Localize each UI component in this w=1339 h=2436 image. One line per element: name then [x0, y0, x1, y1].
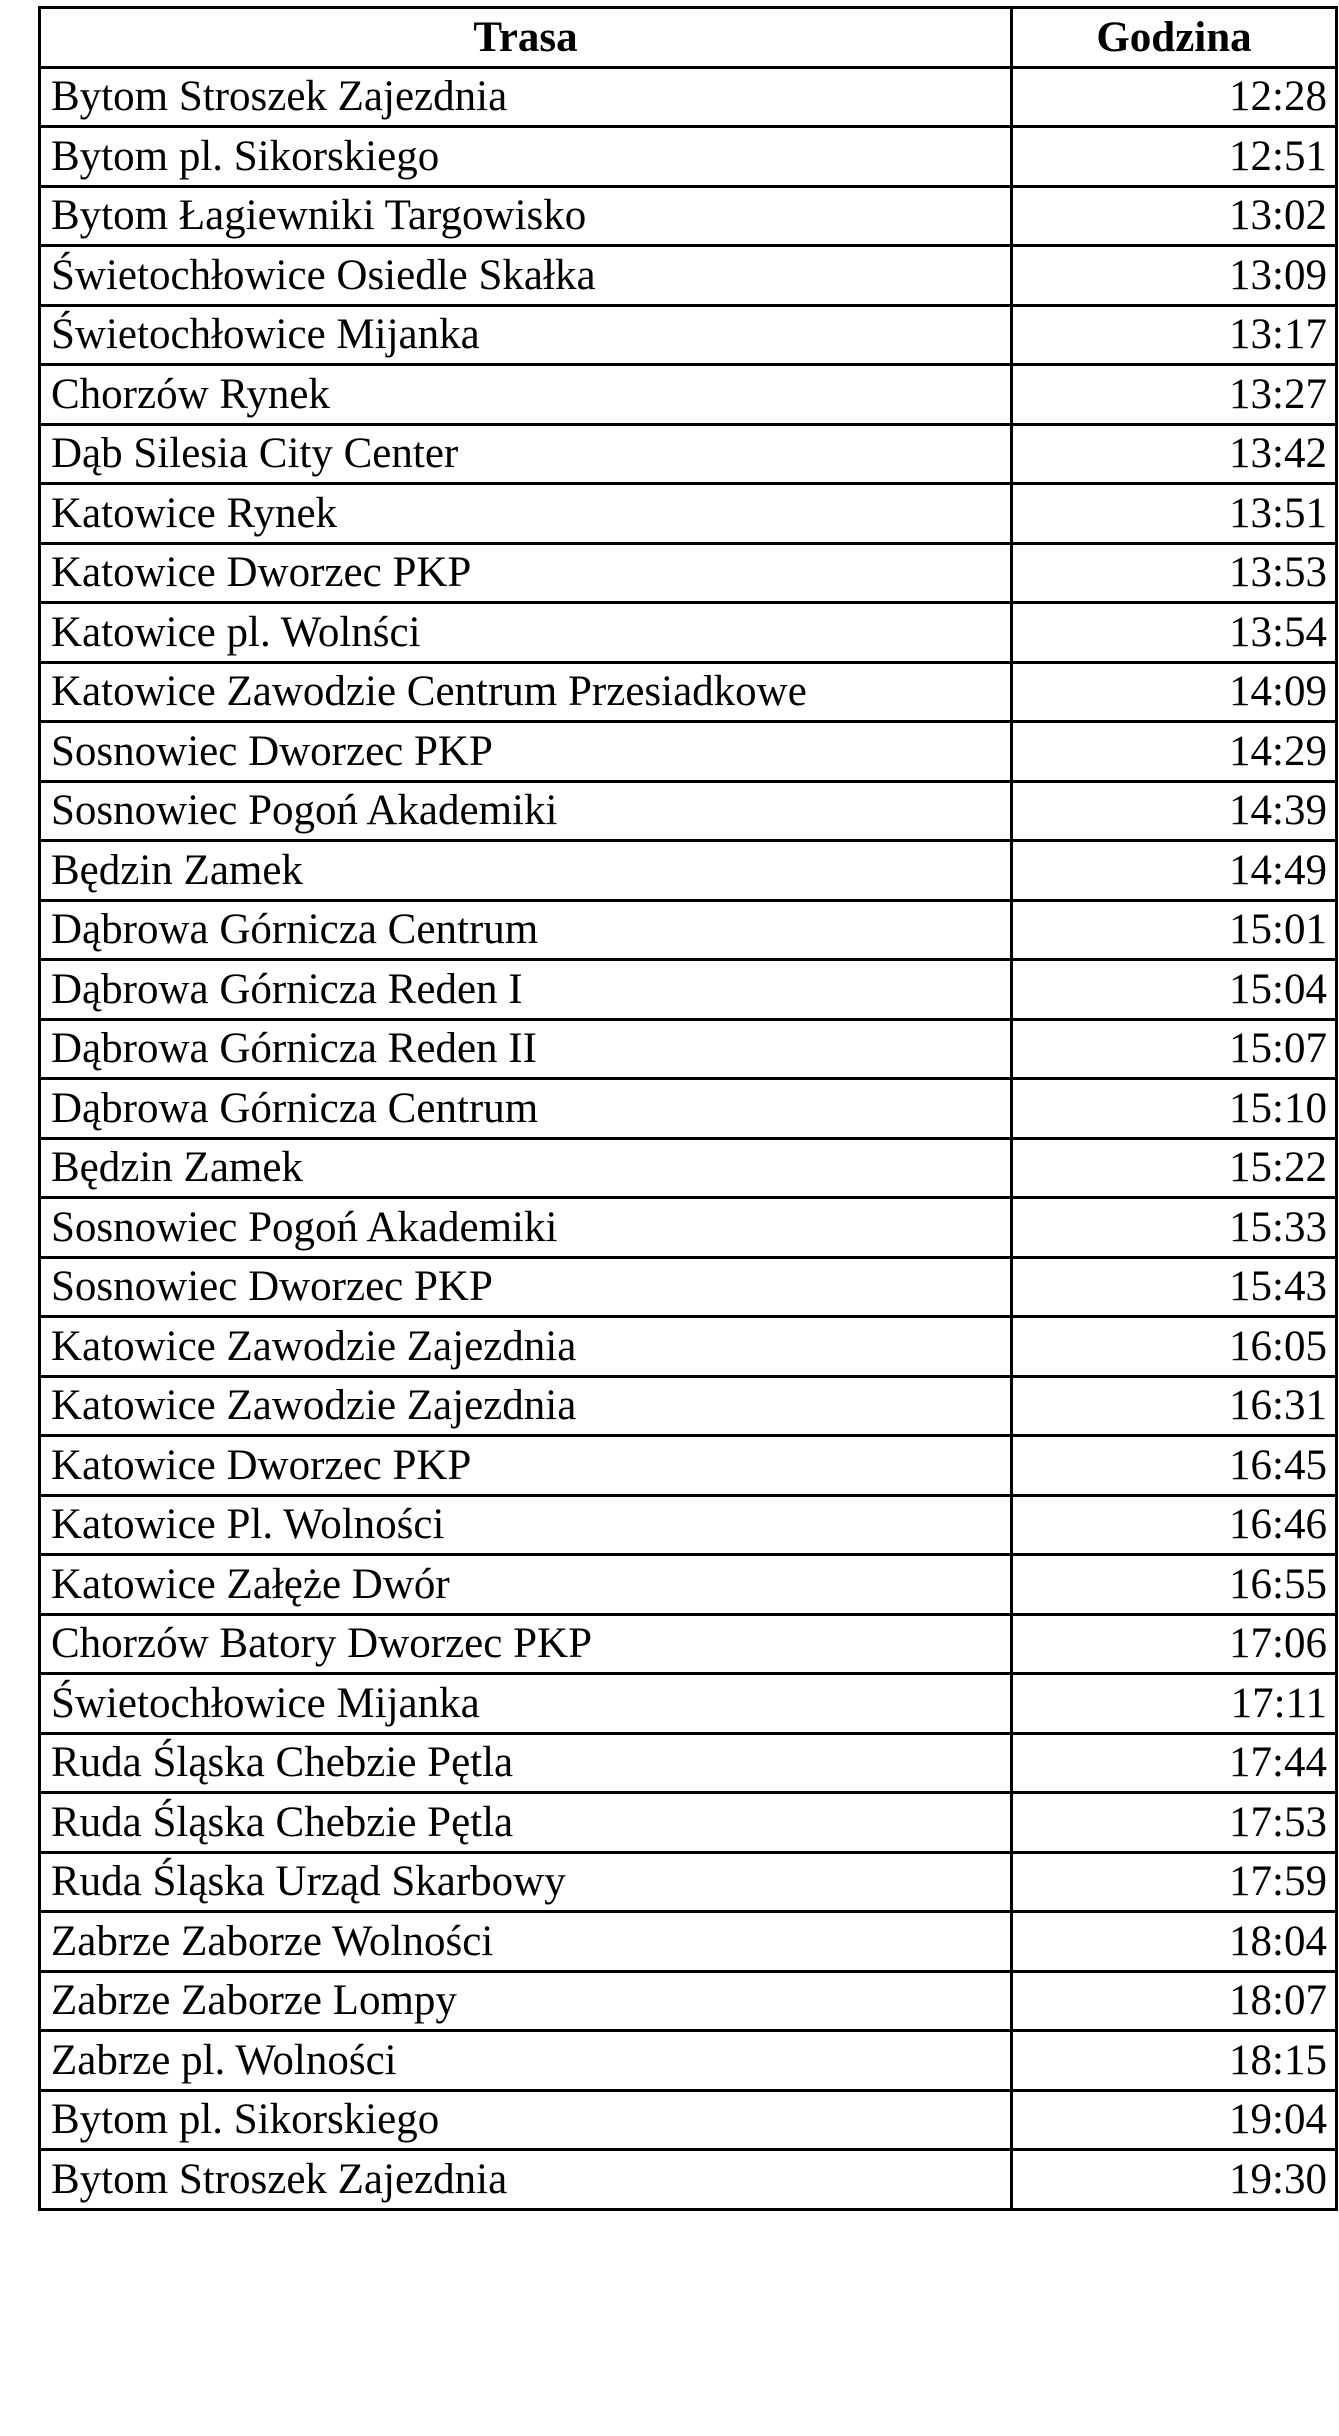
time-cell: 12:51	[1012, 127, 1337, 187]
table-row	[40, 722, 1337, 782]
schedule-table-body	[40, 67, 1337, 2209]
table-row	[40, 246, 1337, 306]
time-cell: 17:11	[1012, 1674, 1337, 1734]
column-header-route: Trasa	[40, 8, 1012, 68]
route-cell: Sosnowiec Pogoń Akademiki	[40, 781, 1012, 841]
route-cell: Sosnowiec Dworzec PKP	[40, 722, 1012, 782]
table-row	[40, 1495, 1337, 1555]
table-row	[40, 1555, 1337, 1615]
route-cell: Ruda Śląska Urząd Skarbowy	[40, 1852, 1012, 1912]
route-cell: Zabrze Zaborze Lompy	[40, 1971, 1012, 2031]
time-cell: 18:15	[1012, 2031, 1337, 2091]
time-cell: 13:54	[1012, 603, 1337, 663]
table-row	[40, 1971, 1337, 2031]
route-cell: Katowice Załęże Dwór	[40, 1555, 1012, 1615]
time-cell: 16:31	[1012, 1376, 1337, 1436]
table-row	[40, 305, 1337, 365]
route-cell: Dąb Silesia City Center	[40, 424, 1012, 484]
time-cell: 13:09	[1012, 246, 1337, 306]
table-row	[40, 1912, 1337, 1972]
time-cell: 17:59	[1012, 1852, 1337, 1912]
route-cell: Zabrze pl. Wolności	[40, 2031, 1012, 2091]
time-cell: 16:45	[1012, 1436, 1337, 1496]
table-row	[40, 662, 1337, 722]
schedule-table-header	[40, 8, 1337, 68]
time-cell: 12:28	[1012, 67, 1337, 127]
table-row	[40, 2031, 1337, 2091]
time-cell: 13:42	[1012, 424, 1337, 484]
route-cell: Chorzów Rynek	[40, 365, 1012, 425]
route-cell: Ruda Śląska Chebzie Pętla	[40, 1733, 1012, 1793]
table-row	[40, 2090, 1337, 2150]
table-row	[40, 900, 1337, 960]
table-row	[40, 1614, 1337, 1674]
route-cell: Katowice Zawodzie Centrum Przesiadkowe	[40, 662, 1012, 722]
route-cell: Świetochłowice Osiedle Skałka	[40, 246, 1012, 306]
route-cell: Katowice Zawodzie Zajezdnia	[40, 1317, 1012, 1377]
table-row	[40, 781, 1337, 841]
time-cell: 19:04	[1012, 2090, 1337, 2150]
table-row	[40, 960, 1337, 1020]
schedule-table	[38, 6, 1338, 2211]
table-row	[40, 543, 1337, 603]
table-row	[40, 603, 1337, 663]
time-cell: 16:55	[1012, 1555, 1337, 1615]
route-cell: Katowice Dworzec PKP	[40, 543, 1012, 603]
route-cell: Dąbrowa Górnicza Centrum	[40, 900, 1012, 960]
route-cell: Katowice Zawodzie Zajezdnia	[40, 1376, 1012, 1436]
table-row	[40, 484, 1337, 544]
route-cell: Katowice pl. Wolnści	[40, 603, 1012, 663]
table-row	[40, 424, 1337, 484]
route-cell: Bytom Łagiewniki Targowisko	[40, 186, 1012, 246]
table-row	[40, 1436, 1337, 1496]
route-cell: Bytom pl. Sikorskiego	[40, 127, 1012, 187]
time-cell: 16:46	[1012, 1495, 1337, 1555]
table-row	[40, 841, 1337, 901]
route-cell: Sosnowiec Dworzec PKP	[40, 1257, 1012, 1317]
route-cell: Bytom pl. Sikorskiego	[40, 2090, 1012, 2150]
route-cell: Chorzów Batory Dworzec PKP	[40, 1614, 1012, 1674]
table-row	[40, 365, 1337, 425]
time-cell: 17:53	[1012, 1793, 1337, 1853]
table-row	[40, 1317, 1337, 1377]
route-cell: Będzin Zamek	[40, 1138, 1012, 1198]
time-cell: 18:07	[1012, 1971, 1337, 2031]
route-cell: Katowice Dworzec PKP	[40, 1436, 1012, 1496]
route-cell: Będzin Zamek	[40, 841, 1012, 901]
time-cell: 17:44	[1012, 1733, 1337, 1793]
time-cell: 15:07	[1012, 1019, 1337, 1079]
table-row	[40, 186, 1337, 246]
route-cell: Bytom Stroszek Zajezdnia	[40, 2150, 1012, 2210]
route-cell: Sosnowiec Pogoń Akademiki	[40, 1198, 1012, 1258]
time-cell: 15:22	[1012, 1138, 1337, 1198]
table-row	[40, 1793, 1337, 1853]
table-row	[40, 1198, 1337, 1258]
route-cell: Katowice Rynek	[40, 484, 1012, 544]
table-row	[40, 1019, 1337, 1079]
table-row	[40, 1852, 1337, 1912]
time-cell: 14:09	[1012, 662, 1337, 722]
time-cell: 15:01	[1012, 900, 1337, 960]
time-cell: 13:17	[1012, 305, 1337, 365]
time-cell: 13:02	[1012, 186, 1337, 246]
route-cell: Bytom Stroszek Zajezdnia	[40, 67, 1012, 127]
time-cell: 15:33	[1012, 1198, 1337, 1258]
route-cell: Świetochłowice Mijanka	[40, 305, 1012, 365]
time-cell: 16:05	[1012, 1317, 1337, 1377]
time-cell: 15:10	[1012, 1079, 1337, 1139]
header-row	[40, 8, 1337, 68]
time-cell: 18:04	[1012, 1912, 1337, 1972]
route-cell: Dąbrowa Górnicza Centrum	[40, 1079, 1012, 1139]
table-row	[40, 1138, 1337, 1198]
time-cell: 14:39	[1012, 781, 1337, 841]
time-cell: 13:27	[1012, 365, 1337, 425]
time-cell: 13:53	[1012, 543, 1337, 603]
column-header-time: Godzina	[1012, 8, 1337, 68]
route-cell: Zabrze Zaborze Wolności	[40, 1912, 1012, 1972]
table-row	[40, 1674, 1337, 1734]
route-cell: Katowice Pl. Wolności	[40, 1495, 1012, 1555]
time-cell: 13:51	[1012, 484, 1337, 544]
time-cell: 15:04	[1012, 960, 1337, 1020]
time-cell: 19:30	[1012, 2150, 1337, 2210]
table-row	[40, 1257, 1337, 1317]
table-row	[40, 127, 1337, 187]
route-cell: Świetochłowice Mijanka	[40, 1674, 1012, 1734]
table-row	[40, 1733, 1337, 1793]
time-cell: 17:06	[1012, 1614, 1337, 1674]
time-cell: 15:43	[1012, 1257, 1337, 1317]
route-cell: Dąbrowa Górnicza Reden I	[40, 960, 1012, 1020]
route-cell: Dąbrowa Górnicza Reden II	[40, 1019, 1012, 1079]
table-row	[40, 67, 1337, 127]
time-cell: 14:29	[1012, 722, 1337, 782]
time-cell: 14:49	[1012, 841, 1337, 901]
table-row	[40, 2150, 1337, 2210]
table-row	[40, 1376, 1337, 1436]
route-cell: Ruda Śląska Chebzie Pętla	[40, 1793, 1012, 1853]
table-row	[40, 1079, 1337, 1139]
